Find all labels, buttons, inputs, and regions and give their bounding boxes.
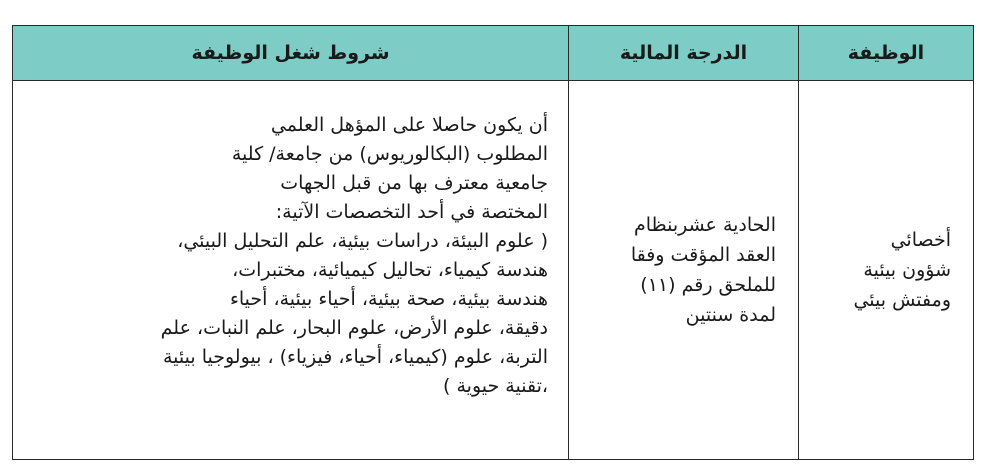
job-line: شؤون بيئية [863, 259, 951, 281]
cell-financial-grade [569, 81, 799, 460]
cell-job-title [799, 81, 974, 460]
table-header-row [13, 26, 974, 81]
header-job: الوظيفة [799, 26, 974, 81]
cell-job-conditions [13, 81, 569, 460]
condition-line: ،تقنية حيوية ) [443, 375, 548, 397]
condition-line: دقيقة، علوم الأرض، علوم البحار، علم النبات، علم [160, 317, 548, 339]
job-line: ومفتش بيئي [853, 289, 951, 311]
condition-line: المختصة في أحد التخصصات الآتية: [275, 201, 548, 223]
condition-line: هندسة بيئية، صحة بيئية، أحياء بيئية، أحياء [229, 288, 548, 310]
grade-line: لمدة سنتين [685, 304, 776, 326]
condition-line: المطلوب (البكالوريوس) من جامعة/ كلية [231, 143, 548, 165]
table-row [13, 81, 974, 460]
condition-line: جامعية معترف بها من قبل الجهات [280, 172, 548, 194]
grade-line: العقد المؤقت وفقا [630, 244, 776, 266]
condition-line: التربة، علوم (كيمياء، أحياء، فيزياء) ، بيولوجيا بيئية [163, 346, 548, 368]
condition-line: أن يكون حاصلا على المؤهل العلمي [270, 114, 548, 136]
condition-line: هندسة كيمياء، تحاليل كيميائية، مختبرات، [232, 259, 548, 281]
job-table [12, 25, 974, 460]
grade-line: الحادية عشربنظام [633, 214, 776, 236]
job-line: أخصائي [890, 229, 951, 251]
header-grade: الدرجة المالية [569, 26, 799, 81]
header-conditions: شروط شغل الوظيفة [13, 26, 569, 81]
condition-line: ( علوم البيئة، دراسات بيئية، علم التحليل البيئي، [177, 230, 548, 252]
grade-line: للملحق رقم (١١) [640, 274, 776, 296]
